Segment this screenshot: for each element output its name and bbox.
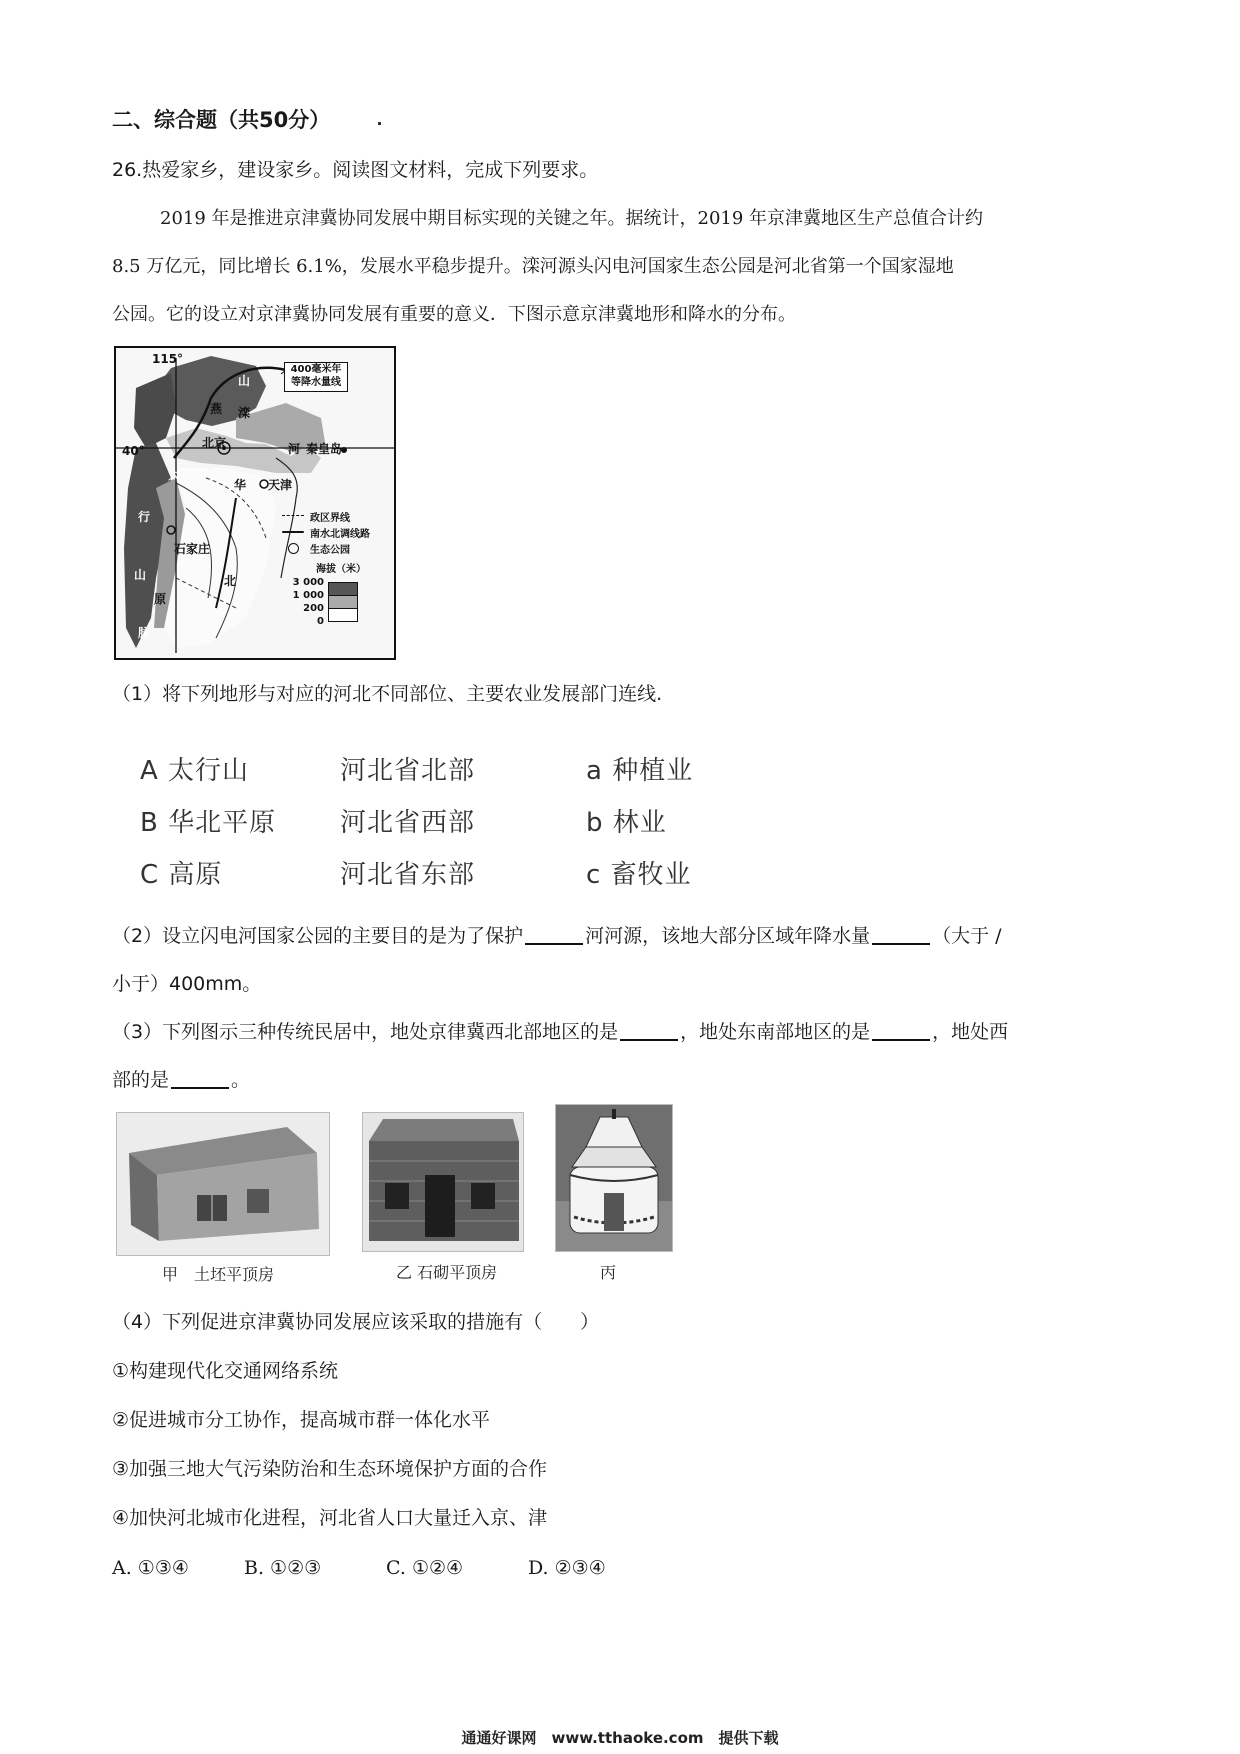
map-place-label: 北: [224, 574, 237, 588]
section-title: 二、综合题（共50分）: [112, 108, 331, 132]
elevation-value: 1 000: [292, 590, 324, 601]
map-place-label: 太: [168, 468, 181, 482]
stone-house-image: [363, 1113, 523, 1251]
legend-label: 南水北调线路: [310, 529, 370, 540]
elevation-swatch: [328, 595, 358, 609]
q3-text: ，地处东南部地区的是: [680, 1021, 871, 1043]
longitude-label: 115°: [152, 352, 184, 366]
q3-text: 部的是: [112, 1069, 170, 1091]
isoline-label: 等降水量线: [291, 377, 341, 388]
paragraph-line: 8.5 万亿元，同比增长 6.1%，发展水平稳步提升。滦河源头闪电河国家生态公园是河北省第一个国家湿地: [112, 256, 954, 277]
terrain-precipitation-map: [114, 346, 396, 660]
q3-text: （3）下列图示三种传统民居中，地处京律冀西北部地区的是: [112, 1021, 619, 1043]
q1-region-item: 河北省西部: [340, 808, 476, 838]
q3-line: [112, 1020, 1008, 1044]
question-stem: 26.热爱家乡，建设家乡。阅读图文材料，完成下列要求。: [112, 159, 599, 181]
map-place-label: 山: [238, 374, 251, 388]
q3-line-2: [112, 1068, 250, 1092]
q3-text: 。: [231, 1069, 251, 1091]
map-place-label: 山: [134, 568, 147, 582]
legend-row: [282, 508, 390, 524]
paragraph-line: 公园。它的设立对京津冀协同发展有重要的意义．下图示意京津冀地形和降水的分布。: [112, 304, 796, 325]
isoline-legend-box: [284, 362, 348, 392]
q2-text: 河河源，该地大部分区域年降水量: [585, 925, 871, 947]
answer-blank[interactable]: [525, 925, 583, 945]
q1-terrain-item: C 高原: [140, 860, 223, 890]
map-place-label: 华: [234, 478, 247, 492]
elevation-swatch: [328, 608, 358, 622]
q2-text: （2）设立闪电河国家公园的主要目的是为了保护: [112, 925, 524, 947]
adobe-house-image: [117, 1113, 329, 1255]
q1-region-item: 河北省东部: [340, 860, 476, 890]
q2-text: （大于 /: [932, 925, 1002, 947]
paragraph-line: 2019 年是推进京津冀协同发展中期目标实现的关键之年。据统计，2019 年京津冀地区生产总值合计约: [160, 208, 984, 229]
elevation-swatch: [328, 582, 358, 596]
q1-terrain-item: B 华北平原: [140, 808, 277, 838]
q4-statement: ③加强三地大气污染防治和生态环境保护方面的合作: [112, 1458, 548, 1480]
photo-stone-house: [362, 1112, 524, 1252]
map-legend: [282, 508, 390, 629]
answer-blank[interactable]: [872, 1021, 930, 1041]
elevation-title: 海拔（米）: [316, 564, 366, 575]
yurt-image: [556, 1105, 672, 1251]
answer-blank[interactable]: [620, 1021, 678, 1041]
answer-blank[interactable]: [872, 925, 930, 945]
q4-statement: ④加快河北城市化进程，河北省人口大量迁入京、津: [112, 1507, 548, 1529]
photo-yurt: [555, 1104, 673, 1252]
photo-caption: 甲 土坯平顶房: [162, 1265, 275, 1284]
boundary-line-icon: [282, 515, 304, 516]
photo-caption: 丙: [600, 1263, 617, 1282]
map-place-label: 石家庄: [174, 542, 211, 556]
map-place-label: 北京: [202, 436, 227, 450]
photo-caption: 乙 石砌平顶房: [396, 1263, 498, 1282]
map-place-label: 原: [154, 592, 167, 606]
q1-agriculture-item: c 畜牧业: [586, 860, 692, 890]
q1-terrain-item: A 太行山: [140, 756, 250, 786]
answer-blank[interactable]: [171, 1069, 229, 1089]
q2-line: [112, 924, 1002, 948]
stray-mark: [378, 122, 381, 125]
elevation-value: 3 000: [292, 577, 324, 588]
q4-statement: ①构建现代化交通网络系统: [112, 1360, 339, 1382]
legend-label: 政区界线: [310, 513, 350, 524]
photo-adobe-house: [116, 1112, 330, 1256]
legend-row: [282, 540, 390, 556]
map-place-label: 行: [138, 510, 151, 524]
map-place-label: 脉: [138, 626, 151, 640]
map-place-label: 天津: [268, 478, 293, 492]
map-place-label: 燕: [210, 402, 223, 416]
elevation-value: 200: [303, 603, 324, 614]
q1-agriculture-item: a 种植业: [586, 756, 694, 786]
page-footer: 通通好课网 www.tthaoke.com 提供下载: [461, 1729, 779, 1747]
q4-prompt: （4）下列促进京津冀协同发展应该采取的措施有（ ）: [112, 1311, 600, 1333]
canal-line-icon: [282, 531, 304, 533]
q1-prompt: （1）将下列地形与对应的河北不同部位、主要农业发展部门连线.: [112, 683, 663, 705]
q3-text: ，地处西: [932, 1021, 1009, 1043]
q1-agriculture-item: b 林业: [586, 808, 667, 838]
q4-option: D. ②③④: [528, 1557, 606, 1579]
q1-region-item: 河北省北部: [340, 756, 476, 786]
legend-row: [282, 524, 390, 540]
latitude-label: 40°: [122, 444, 145, 458]
park-circle-icon: [288, 543, 299, 554]
q4-option: A. ①③④: [112, 1557, 189, 1579]
legend-label: 生态公园: [310, 545, 350, 556]
elevation-scale: [282, 577, 390, 629]
map-place-label: 河: [288, 442, 301, 456]
q4-statement: ②促进城市分工协作，提高城市群一体化水平: [112, 1409, 491, 1431]
isoline-label: 400毫米年: [290, 364, 342, 375]
q2-line-2: 小于）400mm。: [112, 973, 262, 995]
q4-option: B. ①②③: [244, 1557, 322, 1579]
map-place-label: 秦皇岛: [306, 442, 343, 456]
q4-option: C. ①②④: [386, 1557, 464, 1579]
map-place-label: 滦: [238, 406, 251, 420]
elevation-value: 0: [317, 616, 324, 627]
